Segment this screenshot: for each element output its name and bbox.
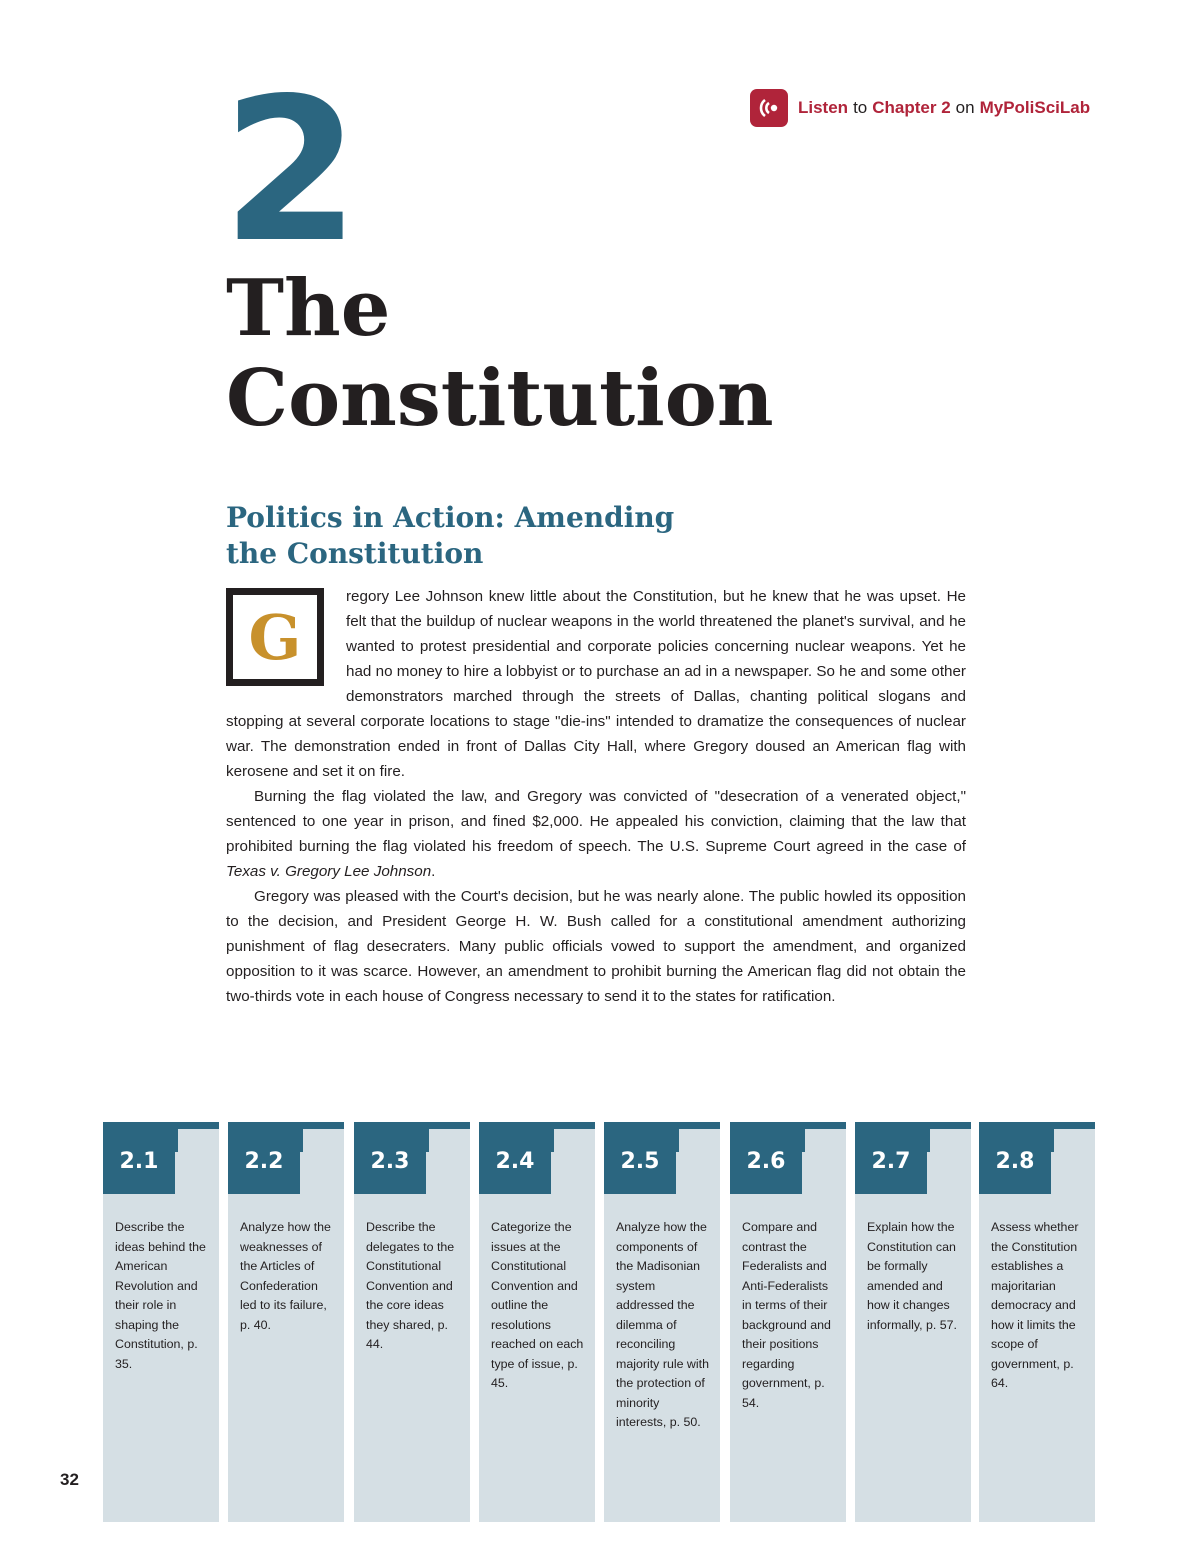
objective-number: 2.5 bbox=[604, 1129, 676, 1194]
chapter-number: 2 bbox=[222, 55, 356, 286]
paragraph-2-end: . bbox=[431, 863, 436, 880]
listen-label: Listen bbox=[798, 98, 849, 117]
body-text bbox=[226, 584, 966, 1009]
objective-text: Explain how the Constitution can be formally amended and how it changes informally, p. 57. bbox=[867, 1220, 957, 1332]
drop-cap: G bbox=[226, 588, 324, 686]
listen-lab: MyPoliSciLab bbox=[979, 98, 1091, 117]
chapter-title bbox=[226, 264, 774, 444]
card-tick bbox=[927, 1122, 930, 1152]
card-top-bar bbox=[479, 1122, 595, 1129]
card-tick bbox=[175, 1122, 178, 1152]
section-title-line1: Politics in Action: Amending bbox=[226, 501, 675, 534]
objective-card bbox=[604, 1122, 720, 1522]
card-top-bar bbox=[979, 1122, 1095, 1129]
objective-text: Describe the delegates to the Constitutional Convention and the core ideas they shared, p. 44. bbox=[366, 1220, 455, 1351]
objective-card bbox=[354, 1122, 470, 1522]
card-top-bar bbox=[730, 1122, 846, 1129]
paragraph-2 bbox=[226, 784, 966, 884]
objective-card bbox=[979, 1122, 1095, 1522]
listen-link[interactable] bbox=[750, 88, 1090, 128]
paragraph-3: Gregory was pleased with the Court's decision, but he was nearly alone. The public howled its opposition to the decision, and President George H. W. Bush called for a constitutional amendment authorizing punishment of flag desecraters. Many public officials vowed to support the amendment, and organized opposition to it was scarce. However, an amendment to prohibit burning the American flag did not obtain the two-thirds vote in each house of Congress necessary to send it to the states for ratification. bbox=[226, 888, 966, 1005]
objective-text: Assess whether the Constitution establishes a majoritarian democracy and how it limits the scope of government, p. 64. bbox=[991, 1220, 1079, 1390]
card-tick bbox=[551, 1122, 554, 1152]
case-name: Texas v. Gregory Lee Johnson bbox=[226, 863, 432, 880]
card-top-bar bbox=[354, 1122, 470, 1129]
objective-card bbox=[228, 1122, 344, 1522]
objective-card bbox=[730, 1122, 846, 1522]
listen-to: to bbox=[853, 98, 868, 117]
card-top-bar bbox=[228, 1122, 344, 1129]
card-tick bbox=[300, 1122, 303, 1152]
card-top-bar bbox=[604, 1122, 720, 1129]
objective-card bbox=[855, 1122, 971, 1522]
chapter-title-line1: The bbox=[226, 263, 391, 354]
objective-card bbox=[479, 1122, 595, 1522]
section-title-line2: the Constitution bbox=[226, 537, 484, 570]
objective-number: 2.2 bbox=[228, 1129, 300, 1194]
paragraph-1-text: regory Lee Johnson knew little about the Constitution, but he knew that he was upset. He felt that the buildup of nuclear weapons in the world threatened the planet's survival, and he wanted to protest presidential and corporate policies concerning nuclear weapons. Yet he had no money to hire a lobbyist or to purchase an ad in a newspaper. So he and some other demonstrators marched through the streets of Dallas, chanting political slogans and stopping at several corporate locations to stage "die-ins" intended to dramatize the consequences of nuclear war. The demonstration ended in front of Dallas City Hall, where Gregory doused an American flag with kerosene and set it on fire. bbox=[226, 588, 966, 780]
page-number: 32 bbox=[60, 1470, 79, 1489]
objective-number: 2.3 bbox=[354, 1129, 426, 1194]
card-tick bbox=[802, 1122, 805, 1152]
paragraph-2-text: Burning the flag violated the law, and Gregory was convicted of "desecration of a venerated object," sentenced to one year in prison, and fined $2,000. He appealed his conviction, claiming that the law that prohibited burning the flag violated his freedom of speech. The U.S. Supreme Court agreed in the case of bbox=[226, 788, 966, 855]
card-tick bbox=[676, 1122, 679, 1152]
card-tick bbox=[426, 1122, 429, 1152]
audio-icon bbox=[750, 89, 788, 127]
objective-number: 2.6 bbox=[730, 1129, 802, 1194]
listen-chapter: Chapter 2 bbox=[872, 98, 951, 117]
learning-objectives bbox=[103, 1122, 1095, 1522]
objective-number: 2.1 bbox=[103, 1129, 175, 1194]
objective-card bbox=[103, 1122, 219, 1522]
objective-number: 2.4 bbox=[479, 1129, 551, 1194]
objective-text: Analyze how the components of the Madisonian system addressed the dilemma of reconciling majority rule with the protection of minority interests, p. 50. bbox=[616, 1220, 709, 1429]
card-tick bbox=[1051, 1122, 1054, 1152]
objective-number: 2.7 bbox=[855, 1129, 927, 1194]
objective-text: Describe the ideas behind the American Revolution and their role in shaping the Constitution, p. 35. bbox=[115, 1220, 206, 1371]
chapter-title-line2: Constitution bbox=[226, 353, 774, 444]
paragraph-1 bbox=[226, 584, 966, 784]
objective-text: Categorize the issues at the Constitutional Convention and outline the resolutions reached on each type of issue, p. 45. bbox=[491, 1220, 584, 1390]
objective-text: Analyze how the weaknesses of the Articles of Confederation led to its failure, p. 40. bbox=[240, 1220, 331, 1332]
objective-number: 2.8 bbox=[979, 1129, 1051, 1194]
section-title bbox=[226, 500, 674, 572]
listen-on: on bbox=[955, 98, 975, 117]
card-top-bar bbox=[855, 1122, 971, 1129]
objective-text: Compare and contrast the Federalists and Anti-Federalists in terms of their background and their positions regarding government, p. 54. bbox=[742, 1220, 831, 1410]
card-top-bar bbox=[103, 1122, 219, 1129]
